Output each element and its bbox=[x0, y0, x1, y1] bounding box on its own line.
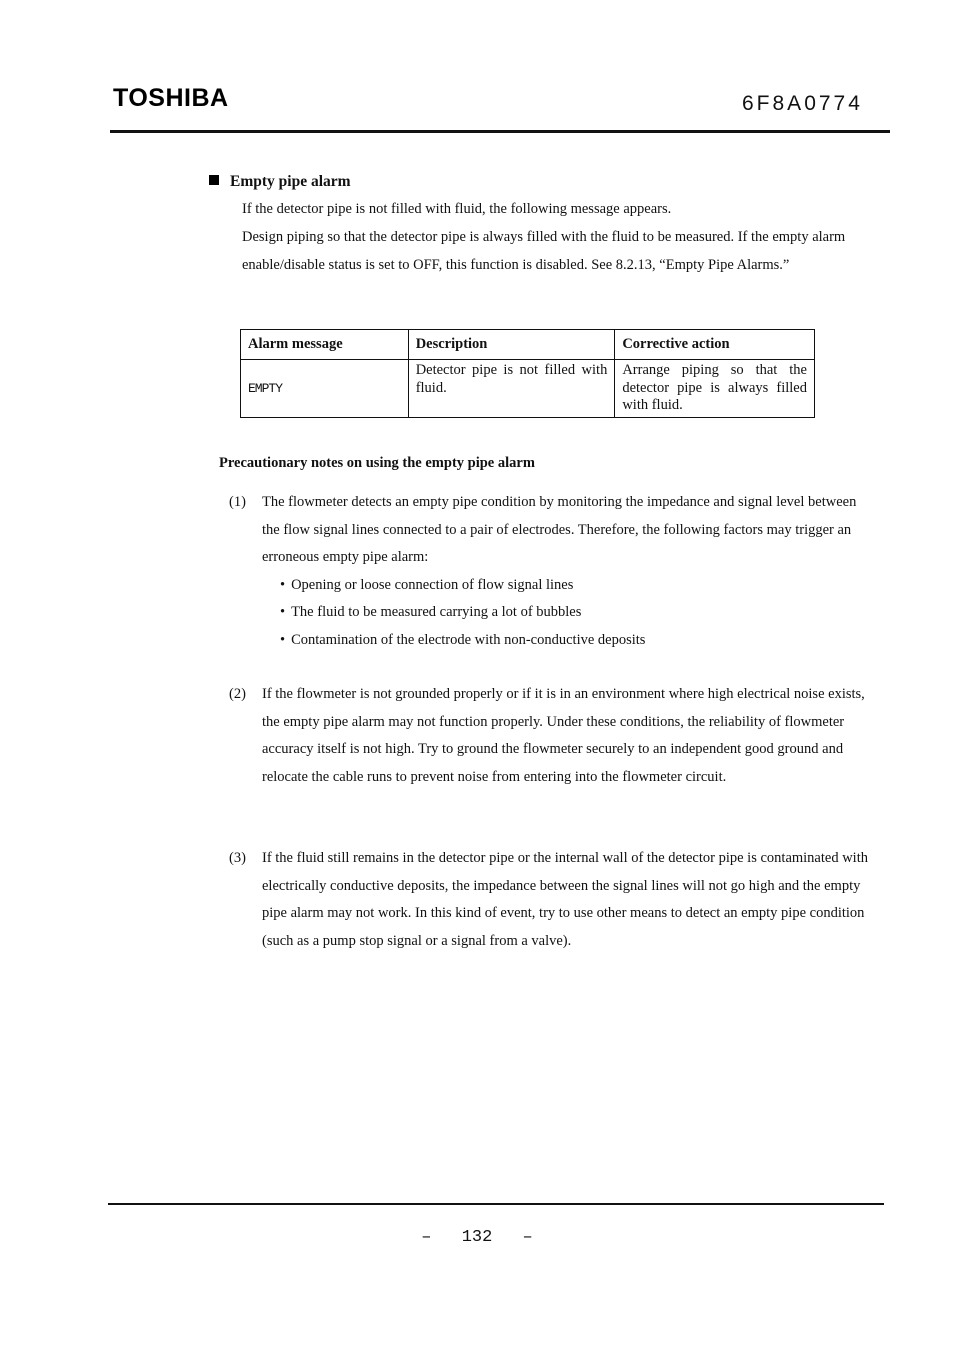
note-item bbox=[229, 681, 869, 791]
list-item: • Contamination of the electrode with non-conductive deposits bbox=[280, 627, 869, 655]
note-text: If the flowmeter is not grounded properly or if it is in an environment where high electrical noise exists, the empty pipe alarm may not function properly. Under these conditions, the reliability of flowmeter accuracy itself is not high. Try to ground the flowmeter securely to an independent good ground and relocate the cable runs to prevent noise from entering into the flowmeter circuit. bbox=[262, 686, 865, 785]
page-dash-left: – bbox=[421, 1228, 432, 1247]
section-title bbox=[209, 173, 351, 191]
page-number-text: 132 bbox=[461, 1228, 493, 1247]
col-header-alarm-message: Alarm message bbox=[241, 330, 409, 360]
note-text: If the fluid still remains in the detector pipe or the internal wall of the detector pipe is contaminated with electrically conductive deposits, the impedance between the signal lines will not go high and the empty pipe alarm may not work. In this kind of event, try to use other means to detect an empty pipe condition (such as a pump stop signal or a signal from a valve). bbox=[262, 850, 868, 949]
table-row bbox=[241, 360, 815, 418]
note-bullet-list bbox=[280, 572, 869, 655]
notes-title: Precautionary notes on using the empty pipe alarm bbox=[219, 455, 535, 471]
cell-description: Detector pipe is not filled with fluid. bbox=[408, 360, 615, 418]
footer-rule bbox=[108, 1203, 884, 1205]
table-header-row bbox=[241, 330, 815, 360]
brand-logo: TOSHIBA bbox=[113, 84, 229, 112]
note-text: The flowmeter detects an empty pipe condition by monitoring the impedance and signal level between the flow signal lines connected to a pair of electrodes. Therefore, the following factors may trigger an erroneous empty pipe alarm: bbox=[262, 494, 857, 565]
list-item: • The fluid to be measured carrying a lot of bubbles bbox=[280, 599, 869, 627]
note-number: (2) bbox=[229, 686, 246, 702]
header-rule bbox=[110, 130, 890, 133]
cell-corrective-action: Arrange piping so that the detector pipe is always filled with fluid. bbox=[615, 360, 815, 418]
page-number bbox=[0, 1228, 954, 1247]
intro-paragraph-1: If the detector pipe is not filled with fluid, the following message appears. bbox=[242, 201, 672, 217]
alarm-table bbox=[240, 329, 815, 418]
note-item bbox=[229, 489, 869, 654]
page-dash-right: – bbox=[522, 1228, 533, 1247]
document-number: 6F8A0774 bbox=[742, 92, 863, 115]
note-number: (3) bbox=[229, 850, 246, 866]
col-header-description: Description bbox=[408, 330, 615, 360]
square-bullet-icon bbox=[209, 175, 219, 185]
list-item: • Opening or loose connection of flow signal lines bbox=[280, 572, 869, 600]
note-item bbox=[229, 845, 869, 955]
section-title-text: Empty pipe alarm bbox=[230, 173, 351, 190]
cell-alarm-message: EMPTY bbox=[241, 360, 409, 418]
col-header-corrective-action: Corrective action bbox=[615, 330, 815, 360]
intro-paragraph-2: Design piping so that the detector pipe is always filled with the fluid to be measured. If the empty alarm enable/disable status is set to OFF, this function is disabled. See 8.2.13, “Empty Pipe Alarms.” bbox=[242, 229, 846, 273]
note-number: (1) bbox=[229, 494, 246, 510]
